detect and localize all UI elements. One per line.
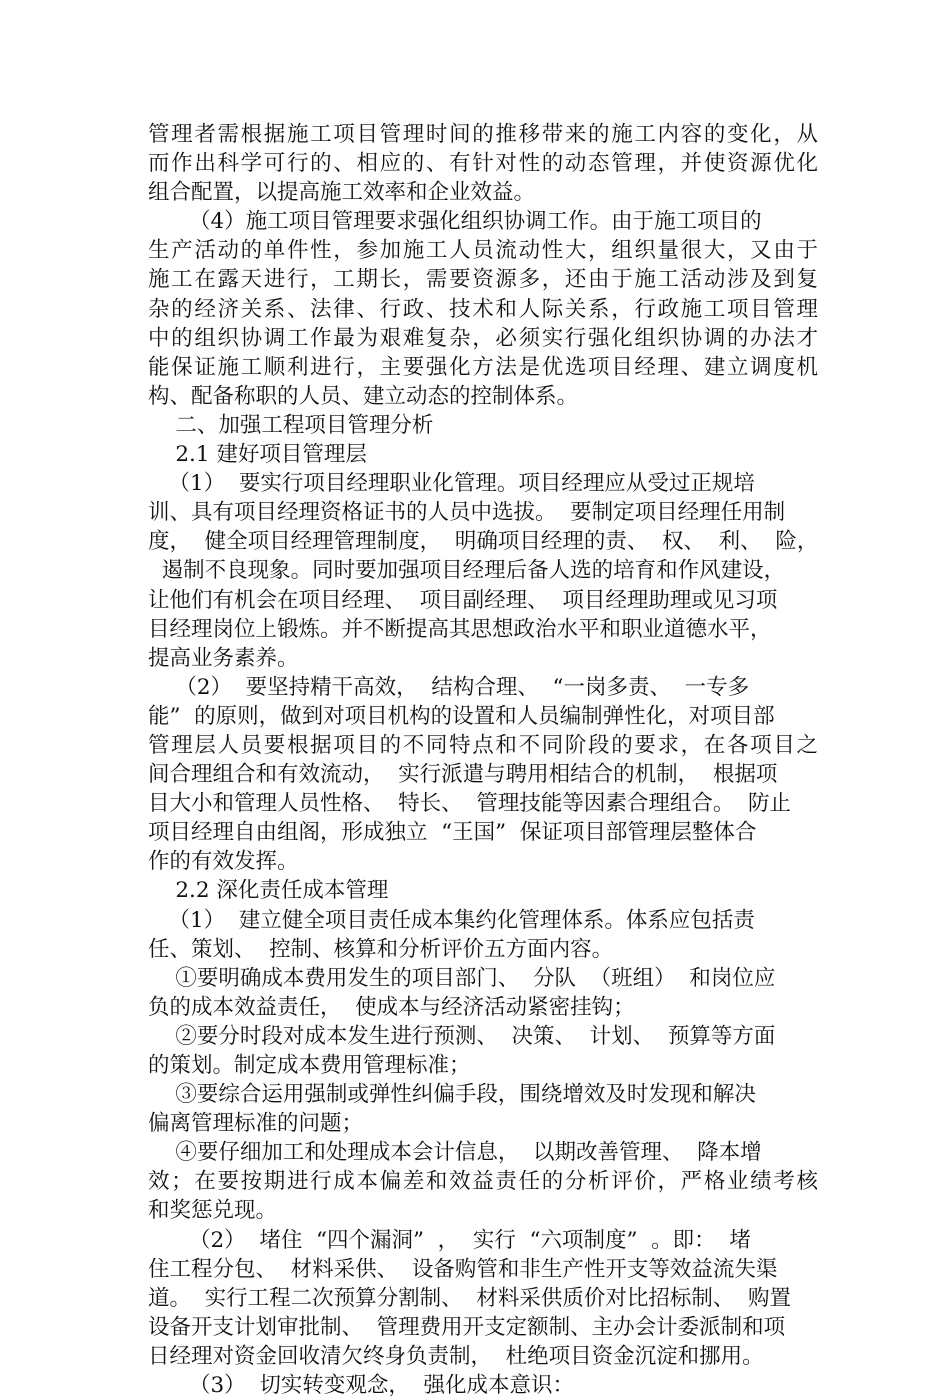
text-line: 度， 健全项目经理管理制度， 明确项目经理的责、 权、 利、 险， <box>148 529 819 555</box>
subsection-heading: 2.1 建好项目管理层 <box>148 442 367 468</box>
text-line: 偏离管理标准的问题； <box>148 1111 364 1137</box>
text-line: 作的有效发挥。 <box>148 849 299 875</box>
text-line: 遏制不良现象。同时要加强项目经理后备人选的培育和作风建设， <box>148 558 786 584</box>
text-line: 而作出科学可行的、相应的、有针对性的动态管理，并使资源优化 <box>148 151 818 177</box>
text-line: ①要明确成本费用发生的项目部门、 分队 （班组） 和岗位应 <box>148 965 776 991</box>
text-line: 住工程分包、 材料采供、 设备购管和非生产性开支等效益流失渠 <box>148 1256 778 1282</box>
text-line: 项目经理自由组阁，形成独立 “王国” 保证项目部管理层整体合 <box>148 820 757 846</box>
text-line: 间合理组合和有效流动， 实行派遣与聘用相结合的机制， 根据项 <box>148 762 778 788</box>
text-line: 组合配置，以提高施工效率和企业效益。 <box>148 180 536 206</box>
text-line: 管理层人员要根据项目的不同特点和不同阶段的要求，在各项目之 <box>148 732 818 758</box>
text-line: 能” 的原则，做到对项目机构的设置和人员编制弹性化，对项目部 <box>148 703 775 729</box>
text-line: （1） 建立健全项目责任成本集约化管理体系。体系应包括责 <box>148 907 755 933</box>
text-line: 中的组织协调工作最为艰难复杂，必须实行强化组织协调的办法才 <box>148 325 818 351</box>
document-body <box>148 120 818 1400</box>
subsection-heading: 2.2 深化责任成本管理 <box>148 878 389 904</box>
text-line: 效；在要按期进行成本偏差和效益责任的分析评价，严格业绩考核 <box>148 1169 818 1195</box>
text-line: 设备开支计划审批制、 管理费用开支定额制、主办会计委派制和项 <box>148 1314 786 1340</box>
text-line: 管理者需根据施工项目管理时间的推移带来的施工内容的变化，从 <box>148 122 818 147</box>
text-line: （1） 要实行项目经理职业化管理。项目经理应从受过正规培 <box>148 471 755 497</box>
text-line: 和奖惩兑现。 <box>148 1198 278 1224</box>
text-line: ②要分时段对成本发生进行预测、 决策、 计划、 预算等方面 <box>148 1023 776 1049</box>
text-line: 生产活动的单件性，参加施工人员流动性大，组织量很大，又由于 <box>148 238 818 264</box>
text-line: 任、策划、 控制、核算和分析评价五方面内容。 <box>148 936 614 962</box>
section-heading: 二、加强工程项目管理分析 <box>148 412 434 438</box>
text-line: 能保证施工顺利进行，主要强化方法是优选项目经理、建立调度机 <box>148 354 818 380</box>
text-line: 负的成本效益责任， 使成本与经济活动紧密挂钩； <box>148 994 635 1020</box>
text-line: 构、配备称职的人员、建立动态的控制体系。 <box>148 383 579 409</box>
text-line: ④要仔细加工和处理成本会计信息， 以期改善管理、 降本增 <box>148 1140 762 1166</box>
text-line: （2） 要坚持精干高效， 结构合理、 “一岗多责、 一专多 <box>148 674 750 700</box>
text-line: 杂的经济关系、法律、行政、技术和人际关系，行政施工项目管理 <box>148 296 818 322</box>
text-line: 的策划。制定成本费用管理标准； <box>148 1053 471 1078</box>
text-line: 目大小和管理人员性格、 特长、 管理技能等因素合理组合。 防止 <box>148 791 792 817</box>
text-line: 训、具有项目经理资格证书的人员中选拔。 要制定项目经理任用制 <box>148 500 786 526</box>
text-line: 施工在露天进行，工期长，需要资源多，还由于施工活动涉及到复 <box>148 267 818 293</box>
text-line: 目经理岗位上锻炼。并不断提高其思想政治水平和职业道德水平， <box>148 616 772 642</box>
text-line: （2） 堵住 “四个漏洞” ， 实行 “六项制度” 。即： 堵 <box>148 1227 751 1253</box>
text-line: 提高业务素养。 <box>148 645 299 671</box>
text-line: 道。 实行工程二次预算分割制、 材料采供质价对比招标制、 购置 <box>148 1285 792 1311</box>
text-line: （3） 切实转变观念， 强化成本意识： <box>148 1373 575 1399</box>
text-line: ③要综合运用强制或弹性纠偏手段，围绕增效及时发现和解决 <box>148 1082 756 1108</box>
text-line: 让他们有机会在项目经理、 项目副经理、 项目经理助理或见习项 <box>148 587 778 613</box>
text-line: （4）施工项目管理要求强化组织协调工作。由于施工项目的 <box>148 209 762 235</box>
text-line: 日经理对资金回收清欠终身负责制， 杜绝项目资金沉淀和挪用。 <box>148 1343 764 1369</box>
